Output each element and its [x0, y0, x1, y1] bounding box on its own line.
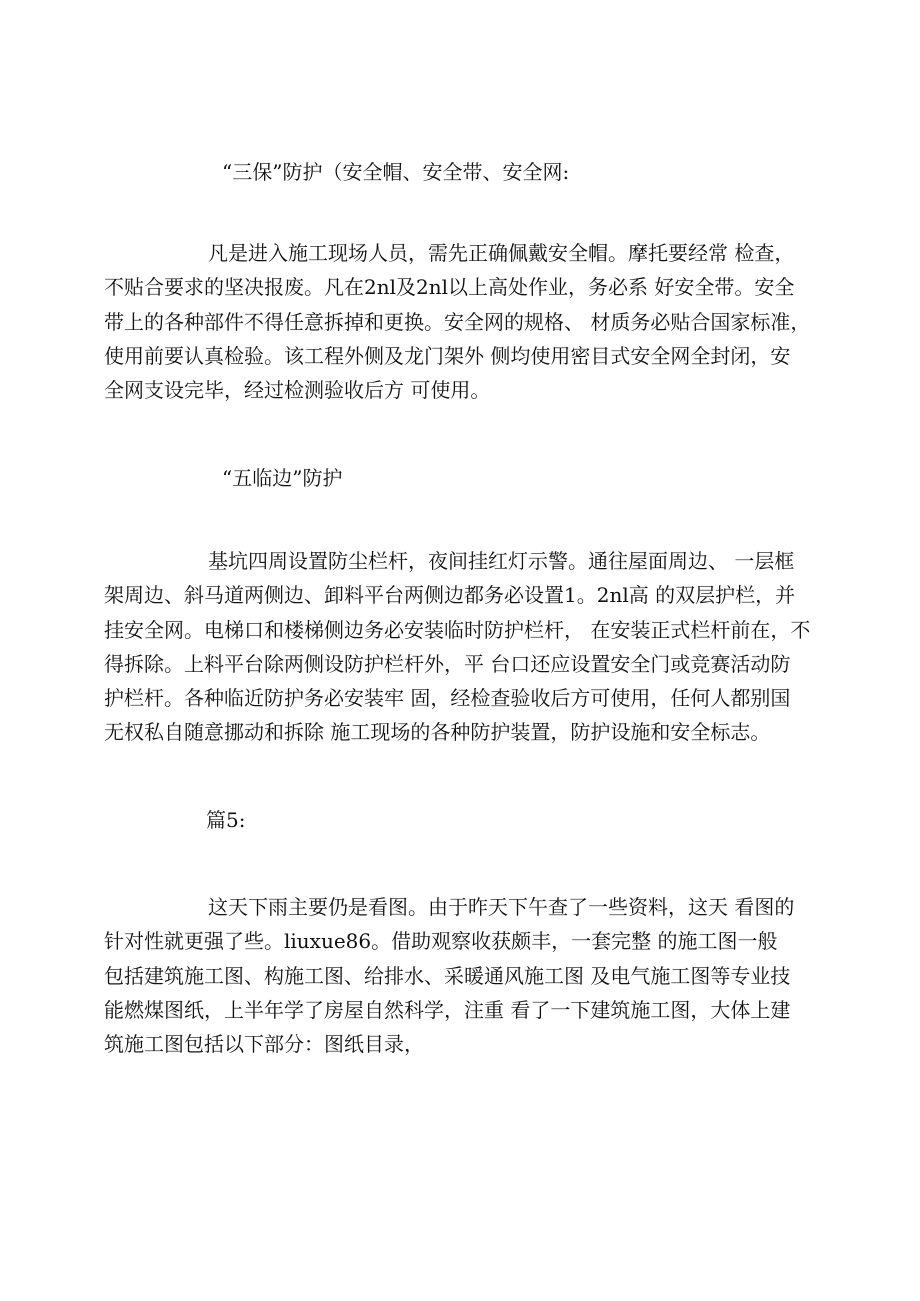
paragraph-line: 架周边、斜马道两侧边、卸料平台两侧边都务必设置1。2nl高 的双层护栏，并	[104, 583, 796, 608]
section-heading-sanbao: “三保”防护（安全帽、安全带、安全网:	[222, 160, 570, 184]
paragraph-line: 凡是进入施工现场人员，需先正确佩戴安全帽。摩托要经常 检查，	[208, 241, 795, 265]
paragraph-line: 不贴合要求的坚决报废。凡在2nl及2nl以上高处作业，务必系 好安全带。安全	[104, 275, 795, 300]
paragraph-line: 使用前要认真检验。该工程外侧及龙门架外 侧均使用密目式安全网全封闭，安	[104, 343, 791, 368]
paragraph-line: 基坑四周设置防尘栏杆，夜间挂红灯示警。通往屋面周边、 一层框	[208, 549, 795, 573]
paragraph-line: 筑施工图包括以下部分：图纸目录，	[104, 1032, 424, 1057]
paragraph-line: 能燃煤图纸，上半年学了房屋自然科学，注重 看了一下建筑施工图，大体上建	[104, 997, 791, 1022]
paragraph-line: 无权私自随意挪动和拆除 施工现场的各种防护装置，防护设施和安全标志。	[104, 720, 771, 745]
paragraph-line: 针对性就更强了些。liuxue86。借助观察收获颇丰，一套完整 的施工图一般	[104, 929, 778, 954]
paragraph-sanbao	[104, 236, 824, 407]
paragraph-line: 护栏杆。各种临近防护务必安装牢 固，经检查验收后方可使用，任何人都别国	[104, 686, 791, 711]
paragraph-line: 挂安全网。电梯口和楼梯侧边务必安装临时防护栏杆， 在安装正式栏杆前在，不	[104, 617, 811, 642]
paragraph-wulinbian	[104, 544, 824, 750]
paragraph-line: 这天下雨主要仍是看图。由于昨天下午查了一些资料，这天 看图的	[208, 895, 795, 919]
paragraph-line: 得拆除。上料平台除两侧设防护栏杆外，平 台口还应设置安全门或竞赛活动防	[104, 651, 791, 676]
paragraph-line: 包括建筑施工图、构施工图、给排水、采暖通风施工图 及电气施工图等专业技	[104, 963, 791, 988]
paragraph-line: 全网支设完毕，经过检测验收后方 可使用。	[104, 378, 491, 403]
section-heading-pian5: 篇5:	[206, 808, 246, 832]
paragraph-line: 带上的各种部件不得任意拆掉和更换。安全网的规格、 材质务必贴合国家标准，	[104, 309, 811, 334]
paragraph-pian5	[104, 890, 824, 1061]
section-heading-wulinbian: “五临边”防护	[222, 466, 343, 490]
